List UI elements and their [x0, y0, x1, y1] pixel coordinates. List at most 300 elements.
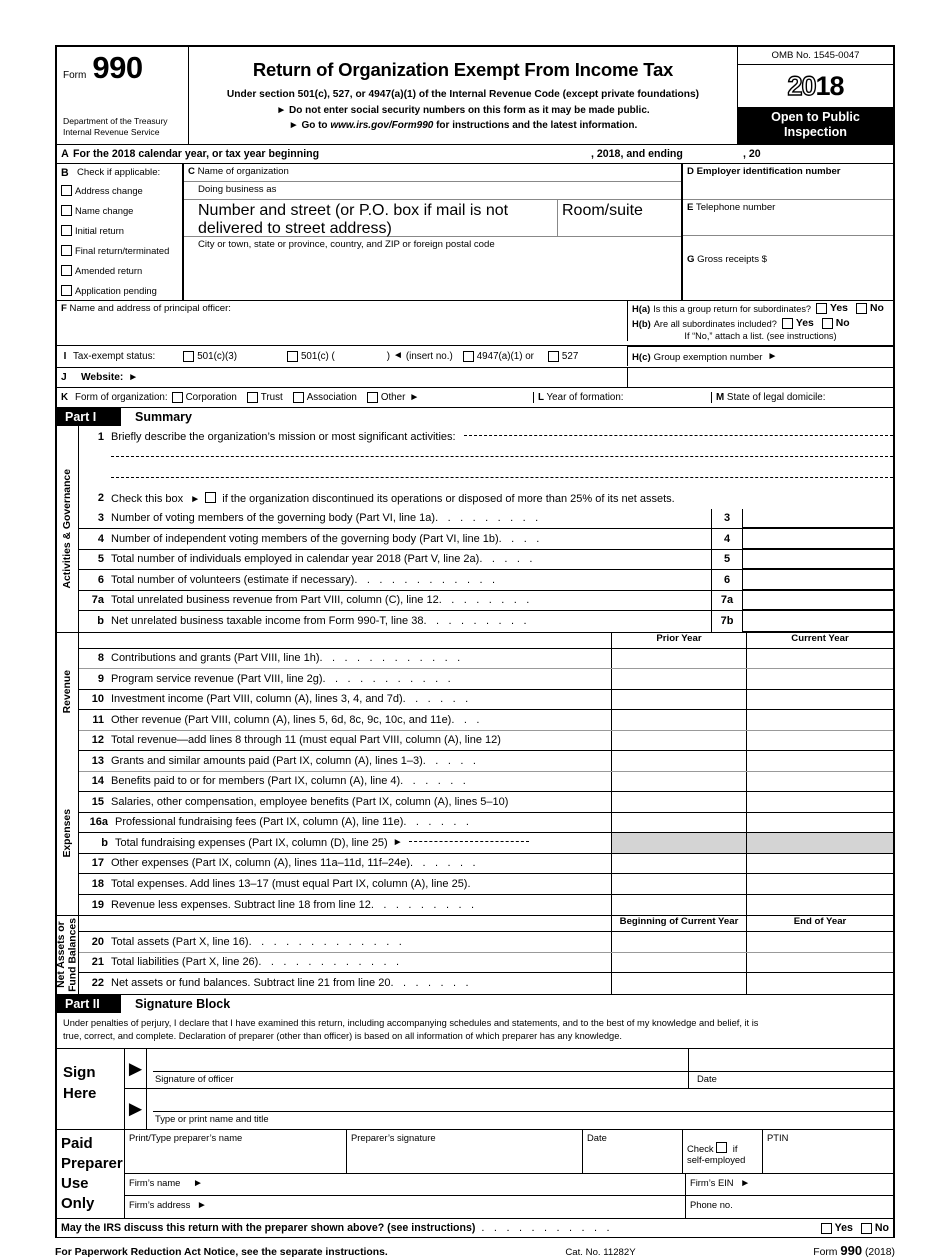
field-label: Date — [587, 1132, 607, 1144]
leader-dots: . . . . . . . . . . . — [481, 1222, 613, 1235]
paid-preparer-label — [57, 1130, 125, 1218]
line-number: 11 — [92, 713, 104, 726]
line-number: 22 — [91, 977, 104, 990]
ssn-notice — [193, 105, 733, 116]
row-j-website — [55, 367, 895, 387]
org-association-checkbox-icon[interactable] — [293, 392, 304, 403]
line-18-current-year-field[interactable] — [746, 874, 893, 894]
irs-url[interactable]: www.irs.gov/Form990 — [330, 120, 434, 131]
status-4947a1-checkbox-icon[interactable] — [463, 351, 474, 362]
blocks-d-e-g — [683, 164, 893, 300]
omb-block — [738, 47, 893, 144]
org-trust-label: Trust — [260, 392, 283, 403]
line-5-value-field[interactable] — [743, 550, 893, 570]
leader-dots: . . . . . . . . . — [423, 615, 530, 628]
line-22-beginning-field[interactable] — [611, 973, 746, 994]
field-city-state-zip[interactable] — [184, 237, 681, 271]
sign-here-block — [55, 1048, 895, 1129]
triangle-right-icon: ► — [125, 1089, 147, 1129]
band-label-line1: Net Assets or — [56, 921, 68, 989]
ha-yes-label: Yes — [830, 303, 848, 314]
field-label: Number and street (or P.O. box if mail is not delivered to street address) — [198, 202, 509, 237]
line-21-beginning-field[interactable] — [611, 953, 746, 973]
triangle-right-icon: ► — [190, 493, 201, 505]
checkbox-icon[interactable] — [61, 285, 72, 296]
line-1-mission — [79, 426, 893, 447]
line-7a-value-field[interactable] — [743, 591, 893, 611]
org-trust-checkbox-icon[interactable] — [247, 392, 258, 403]
paid-preparer-line2: Preparer — [61, 1155, 123, 1173]
checkbox-final-return-terminated[interactable] — [57, 240, 182, 260]
row-i-label: Tax-exempt status: — [73, 350, 156, 362]
line-15 — [79, 792, 893, 813]
hb-no-label: No — [835, 318, 850, 329]
block-m-letter: M — [716, 392, 725, 403]
leader-dots: . . . . . . — [402, 693, 472, 706]
field-preparer-name[interactable] — [125, 1130, 347, 1173]
field-room-suite[interactable] — [557, 200, 681, 236]
line-10-current-year-field[interactable] — [746, 690, 893, 710]
field-preparer-date[interactable] — [583, 1130, 683, 1173]
line-box-number: 4 — [711, 529, 743, 549]
section-activities-governance — [55, 426, 895, 632]
line-number: 8 — [97, 652, 104, 665]
form-header — [55, 45, 895, 145]
checkbox-name-change[interactable] — [57, 200, 182, 220]
leader-dots: . . . . . . . . . . . — [322, 672, 454, 685]
triangle-right-icon: ► — [288, 120, 299, 131]
status-4947a1-label: 4947(a)(1) or — [476, 350, 534, 362]
checkbox-amended-return[interactable] — [57, 260, 182, 280]
block-e-letter: E — [687, 202, 694, 213]
checkbox-self-employed[interactable] — [683, 1130, 763, 1173]
checkbox-label: Address change — [75, 184, 143, 196]
field-phone-number[interactable] — [686, 1196, 893, 1218]
triangle-right-icon: ► — [740, 1178, 751, 1190]
line-22-end-field[interactable] — [746, 973, 893, 994]
org-other-label: Other — [380, 392, 406, 403]
line-label: Total fundraising expenses (Part IX, column (D), line 25) — [115, 836, 388, 849]
part-1-title: Summary — [135, 410, 192, 424]
row-k-form-of-organization — [55, 387, 895, 407]
line-label: Benefits paid to or for members (Part IX, column (A), line 4) — [111, 775, 401, 788]
band-label: Revenue — [62, 670, 73, 714]
org-corporation-checkbox-icon[interactable] — [172, 392, 183, 403]
self-employed-label: self-employed — [687, 1154, 746, 1166]
checkbox-label: Amended return — [75, 264, 143, 276]
line-5 — [79, 550, 893, 571]
paperwork-reduction-notice: For Paperwork Reduction Act Notice, see the separate instructions. — [55, 1247, 388, 1258]
hb-key: H(b) — [632, 318, 651, 329]
line-2-checkbox-icon[interactable] — [205, 492, 216, 503]
checkbox-icon[interactable] — [61, 185, 72, 196]
leader-dots: . . . . . . . . . . . . — [319, 652, 464, 665]
field-label: Firm’s EIN — [690, 1177, 734, 1189]
line-19 — [79, 895, 893, 916]
website-notice — [193, 120, 733, 131]
irs-line: Internal Revenue Service — [63, 127, 160, 137]
line-label: Number of independent voting members of the governing body (Part VI, line 1b) — [111, 532, 499, 545]
status-501c3-label: 501(c)(3) — [197, 350, 237, 362]
line-9-prior-year-field[interactable] — [611, 669, 746, 689]
line-8-prior-year-field[interactable] — [611, 649, 746, 669]
irs-discuss-yes-checkbox-icon[interactable] — [821, 1223, 832, 1234]
field-label: Employer identification number — [696, 166, 841, 177]
line-number: 13 — [91, 754, 104, 767]
sign-here-line1: Sign — [63, 1064, 96, 1082]
row-j-right-spacer — [628, 368, 893, 387]
checkbox-label: Application pending — [75, 284, 157, 296]
column-header-beginning-of-current-year: Beginning of Current Year — [611, 916, 746, 931]
field-label: City or town, state or province, country, and ZIP or foreign postal code — [198, 239, 495, 250]
part-1-tag: Part I — [57, 408, 121, 426]
leader-dots: . . . — [451, 713, 483, 726]
field-label: Date — [697, 1073, 717, 1085]
status-527-label: 527 — [561, 350, 579, 362]
field-label: Room/suite — [562, 202, 643, 219]
checkbox-icon[interactable] — [716, 1142, 727, 1153]
field-firm-address[interactable] — [125, 1196, 686, 1218]
field-group-exemption-number[interactable] — [628, 346, 893, 367]
tax-year-century: 20 — [787, 70, 816, 101]
triangle-right-icon: ► — [409, 391, 420, 403]
line-16b-prior-year-shaded — [611, 833, 746, 853]
mission-input-line-2[interactable] — [111, 456, 893, 457]
section-expenses — [55, 751, 895, 915]
line-21 — [79, 953, 893, 974]
row-a-tax-year — [55, 145, 895, 164]
org-association-label: Association — [306, 392, 357, 403]
line-17-prior-year-field[interactable] — [611, 854, 746, 874]
line-16a-current-year-field[interactable] — [746, 813, 893, 833]
column-header-end-of-year: End of Year — [746, 916, 893, 931]
leader-dots: . . . . . — [422, 754, 480, 767]
field-signature-date[interactable] — [688, 1049, 893, 1088]
agency-block — [63, 116, 168, 138]
field-type-or-print-name-and-title[interactable] — [147, 1089, 893, 1129]
line-number: 21 — [91, 956, 104, 969]
line-17-current-year-field[interactable] — [746, 854, 893, 874]
line-7b — [79, 611, 893, 632]
checkbox-address-change[interactable] — [57, 180, 182, 200]
row-a-end: , 20 — [743, 148, 761, 160]
leader-dots: . . . . . . . — [390, 977, 472, 990]
row-j-label: Website: — [81, 372, 124, 383]
line-13-current-year-field[interactable] — [746, 751, 893, 771]
irs-discuss-yes-label: Yes — [834, 1222, 853, 1235]
ha-no-label: No — [869, 303, 884, 314]
status-501c-checkbox-icon[interactable] — [287, 351, 298, 362]
status-527-checkbox-icon[interactable] — [548, 351, 559, 362]
leader-dots: . . . . . . . . . . . . — [258, 956, 403, 969]
line-15-current-year-field[interactable] — [746, 792, 893, 812]
open-to-public-badge — [738, 107, 893, 144]
line-label: Program service revenue (Part VIII, line 2g) — [111, 672, 323, 685]
form-number: 990 — [92, 50, 143, 85]
line-number: 7a — [91, 594, 104, 607]
line-13-prior-year-field[interactable] — [611, 751, 746, 771]
line-label: Total expenses. Add lines 13–17 (must equal Part IX, column (A), line 25) — [111, 877, 468, 890]
line-label: Total assets (Part X, line 16) — [111, 935, 249, 948]
line-label: Total unrelated business revenue from Part VIII, column (C), line 12 — [111, 594, 439, 607]
line-9-current-year-field[interactable] — [746, 669, 893, 689]
field-name-of-organization[interactable] — [184, 164, 681, 182]
field-label: Gross receipts $ — [697, 254, 767, 265]
row-k-letter: K — [61, 392, 69, 403]
block-l-letter: L — [538, 392, 544, 403]
line-1-label: Briefly describe the organization’s mission or most significant activities: — [111, 430, 456, 443]
triangle-right-icon: ► — [276, 105, 287, 116]
field-label: Firm’s address — [129, 1199, 191, 1211]
triangle-right-icon: ► — [196, 1200, 207, 1212]
hb-no-checkbox-icon[interactable] — [822, 318, 833, 329]
checkbox-application-pending[interactable] — [57, 280, 182, 300]
irs-discuss-no-checkbox-icon[interactable] — [861, 1223, 872, 1234]
triangle-right-icon: ► — [193, 1178, 203, 1190]
goto-suffix: for instructions and the latest information. — [433, 120, 638, 131]
band-expenses — [57, 751, 79, 915]
hc-text: Group exemption number — [653, 351, 763, 363]
org-other-checkbox-icon[interactable] — [367, 392, 378, 403]
row-a-letter: A — [61, 148, 69, 160]
field-telephone-number[interactable] — [683, 200, 893, 236]
line-14-prior-year-field[interactable] — [611, 772, 746, 792]
line-11-current-year-field[interactable] — [746, 710, 893, 730]
leader-dots: . . . . . . . . — [438, 594, 533, 607]
officer-name-row — [125, 1089, 893, 1129]
line-10-prior-year-field[interactable] — [611, 690, 746, 710]
footer-form-word: Form — [813, 1247, 841, 1258]
line-number: 16a — [89, 816, 108, 829]
line-20-beginning-field[interactable] — [611, 932, 746, 952]
leader-dots: . . . . . . — [403, 816, 473, 829]
field-signature-of-officer[interactable] — [147, 1049, 688, 1088]
line-3-value-field[interactable] — [743, 509, 893, 529]
block-b-letter: B — [61, 167, 69, 179]
field-label: PTIN — [767, 1132, 789, 1144]
line-16b-amount-input[interactable] — [409, 841, 529, 842]
line-15-prior-year-field[interactable] — [611, 792, 746, 812]
goto-prefix: Go to — [301, 120, 331, 131]
perjury-line-1: Under penalties of perjury, I declare that I have examined this return, including accompanying schedules and statements, and to the best of my knowledge and belief, it is — [63, 1017, 759, 1028]
checkbox-label: Initial return — [75, 224, 124, 236]
line-11-prior-year-field[interactable] — [611, 710, 746, 730]
line-1-mission-cont-1 — [79, 447, 893, 468]
line-label: Net unrelated business taxable income from Form 990-T, line 38 — [111, 615, 424, 628]
line-number: 4 — [97, 532, 104, 545]
status-501c-close-paren: ) — [386, 350, 390, 362]
line-label: Total revenue—add lines 8 through 11 (must equal Part VIII, column (A), line 12) — [111, 734, 501, 747]
line-6-value-field[interactable] — [743, 570, 893, 590]
page-title: Return of Organization Exempt From Income Tax — [252, 59, 674, 80]
line-17 — [79, 854, 893, 875]
column-header-current-year: Current Year — [746, 633, 893, 648]
ssn-notice-text: Do not enter social security numbers on this form as it may be made public. — [289, 105, 650, 116]
checkbox-icon[interactable] — [61, 225, 72, 236]
irs-discuss-no-label: No — [874, 1222, 889, 1235]
line-16b — [79, 833, 893, 854]
block-b-title — [57, 164, 182, 180]
paid-preparer-block — [55, 1129, 895, 1218]
self-employed-check-word: Check — [687, 1143, 714, 1155]
line-number: 18 — [91, 877, 104, 890]
field-year-of-formation[interactable] — [533, 392, 711, 403]
line-1-mission-cont-2 — [79, 468, 893, 488]
line-6 — [79, 570, 893, 591]
hb-yes-label: Yes — [795, 318, 814, 329]
line-20-end-field[interactable] — [746, 932, 893, 952]
field-firm-name[interactable] — [125, 1174, 686, 1195]
triangle-right-icon: ► — [767, 351, 778, 362]
line-4-value-field[interactable] — [743, 529, 893, 549]
form-word-label: Form — [63, 70, 87, 81]
line-19-prior-year-field[interactable] — [611, 895, 746, 916]
leader-dots: . . . . . . — [410, 857, 479, 870]
line-box-number: 3 — [711, 509, 743, 529]
ha-no-checkbox-icon[interactable] — [856, 303, 867, 314]
line-18-prior-year-field[interactable] — [611, 874, 746, 894]
sign-here-line2: Here — [63, 1084, 97, 1102]
line-16a-prior-year-field[interactable] — [611, 813, 746, 833]
field-employer-identification-number[interactable] — [683, 164, 893, 200]
triangle-right-icon: ► — [392, 836, 403, 848]
status-501c3-checkbox-icon[interactable] — [183, 351, 194, 362]
band-revenue — [57, 633, 79, 752]
field-label: Firm’s name — [129, 1177, 181, 1189]
block-g-letter: G — [687, 254, 695, 265]
field-label: Signature of officer — [155, 1073, 234, 1085]
band-label — [56, 918, 79, 992]
line-label: Other revenue (Part VIII, column (A), lines 5, 6d, 8c, 9c, 10c, and 11e) — [111, 713, 452, 726]
part-2-tag: Part II — [57, 995, 121, 1013]
block-b-title-text: Check if applicable: — [77, 167, 161, 178]
line-box-number: 7a — [711, 591, 743, 611]
checkbox-icon[interactable] — [61, 265, 72, 276]
line-number: b — [97, 615, 104, 628]
field-firm-ein[interactable] — [686, 1174, 893, 1195]
triangle-left-icon: ◄ — [393, 350, 403, 361]
ha-text: Is this a group return for subordinates? — [653, 303, 812, 314]
block-d-letter: D — [687, 166, 694, 177]
field-principal-officer[interactable] — [57, 301, 628, 341]
line-8 — [79, 649, 893, 670]
form-subtitle: Under section 501(c), 527, or 4947(a)(1) of the Internal Revenue Code (except private foundations) — [226, 89, 700, 100]
ha-key: H(a) — [632, 303, 651, 314]
block-f-letter: F — [61, 303, 67, 314]
preparer-row-3 — [125, 1196, 893, 1218]
line-number: 17 — [91, 857, 104, 870]
leader-dots: . — [467, 877, 474, 890]
field-doing-business-as[interactable] — [184, 182, 681, 200]
field-ptin[interactable] — [763, 1130, 893, 1173]
line-7b-value-field[interactable] — [743, 611, 893, 632]
section-revenue — [55, 632, 895, 752]
field-label: Name of organization — [197, 166, 289, 177]
field-label: Name and address of principal officer: — [69, 303, 231, 314]
line-2-suffix: if the organization discontinued its operations or disposed of more than 25% of its net assets. — [222, 492, 675, 505]
field-label: Telephone number — [695, 202, 776, 213]
line-number: 19 — [91, 898, 104, 911]
org-corporation-label: Corporation — [185, 392, 237, 403]
row-i-letter: I — [63, 350, 67, 362]
hb-yes-checkbox-icon[interactable] — [782, 318, 793, 329]
triangle-right-icon: ► — [125, 1049, 147, 1088]
mission-input-line-3[interactable] — [111, 477, 893, 478]
footer-form-id — [813, 1243, 895, 1258]
line-number: 9 — [97, 672, 104, 685]
line-label: Contributions and grants (Part VIII, line 1h) — [111, 652, 320, 665]
block-c-organization — [182, 164, 683, 300]
line-12-current-year-field[interactable] — [746, 731, 893, 751]
tax-year — [738, 65, 893, 107]
preparer-row-2 — [125, 1174, 893, 1196]
field-number-and-street[interactable] — [184, 200, 557, 236]
line-12 — [79, 731, 893, 752]
tax-year-digits: 18 — [815, 70, 844, 101]
line-number: 20 — [91, 935, 104, 948]
part-2-header — [55, 994, 895, 1013]
field-gross-receipts[interactable] — [683, 236, 893, 270]
line-19-current-year-field[interactable] — [746, 895, 893, 916]
ha-yes-checkbox-icon[interactable] — [816, 303, 827, 314]
field-label: Print/Type preparer’s name — [129, 1132, 243, 1144]
mission-input-line-1[interactable] — [464, 435, 893, 436]
paid-preparer-line1: Paid — [61, 1135, 93, 1153]
checkbox-initial-return[interactable] — [57, 220, 182, 240]
line-8-current-year-field[interactable] — [746, 649, 893, 669]
line-7a — [79, 591, 893, 612]
line-number: 5 — [97, 553, 104, 566]
street-row — [184, 200, 681, 237]
hb-note: If “No,” attach a list. (see instructions) — [684, 331, 837, 341]
part-1-header — [55, 407, 895, 426]
band-label: Activities & Governance — [62, 468, 73, 589]
line-2-discontinued — [79, 488, 893, 509]
row-j-letter: J — [61, 372, 67, 383]
checkbox-icon[interactable] — [61, 245, 72, 256]
line-label: Net assets or fund balances. Subtract line 21 from line 20 — [111, 977, 391, 990]
line-14-current-year-field[interactable] — [746, 772, 893, 792]
row-hb — [628, 316, 893, 331]
line-label: Total liabilities (Part X, line 26) — [111, 956, 259, 969]
band-activities-governance — [57, 426, 79, 632]
band-net-assets — [57, 916, 79, 994]
row-i-tax-exempt-status — [55, 345, 895, 367]
block-c-letter: C — [188, 166, 195, 177]
line-14 — [79, 772, 893, 793]
perjury-line-2: true, correct, and complete. Declaration of preparer (other than officer) is based on all information of which preparer has any knowledge. — [63, 1030, 622, 1041]
line-21-end-field[interactable] — [746, 953, 893, 973]
officer-signature-row — [125, 1049, 893, 1089]
open-to-public-line1: Open to Public — [771, 110, 860, 125]
row-k-label: Form of organization: — [75, 392, 168, 403]
self-employed-if-word: if — [732, 1143, 738, 1155]
preparer-row-1 — [125, 1130, 893, 1174]
status-501c-label: 501(c) ( — [300, 350, 335, 362]
checkbox-icon[interactable] — [61, 205, 72, 216]
field-label: Preparer’s signature — [351, 1132, 436, 1144]
field-state-of-legal-domicile[interactable] — [711, 392, 893, 403]
field-preparer-signature[interactable] — [347, 1130, 583, 1173]
block-h-group-return — [628, 301, 893, 345]
line-label: Total number of individuals employed in calendar year 2018 (Part V, line 2a) — [111, 553, 480, 566]
line-12-prior-year-field[interactable] — [611, 731, 746, 751]
hc-key: H(c) — [632, 351, 651, 363]
paid-preparer-line3: Use Only — [61, 1175, 95, 1212]
line-number: 10 — [91, 693, 104, 706]
line-18 — [79, 874, 893, 895]
line-10 — [79, 690, 893, 711]
